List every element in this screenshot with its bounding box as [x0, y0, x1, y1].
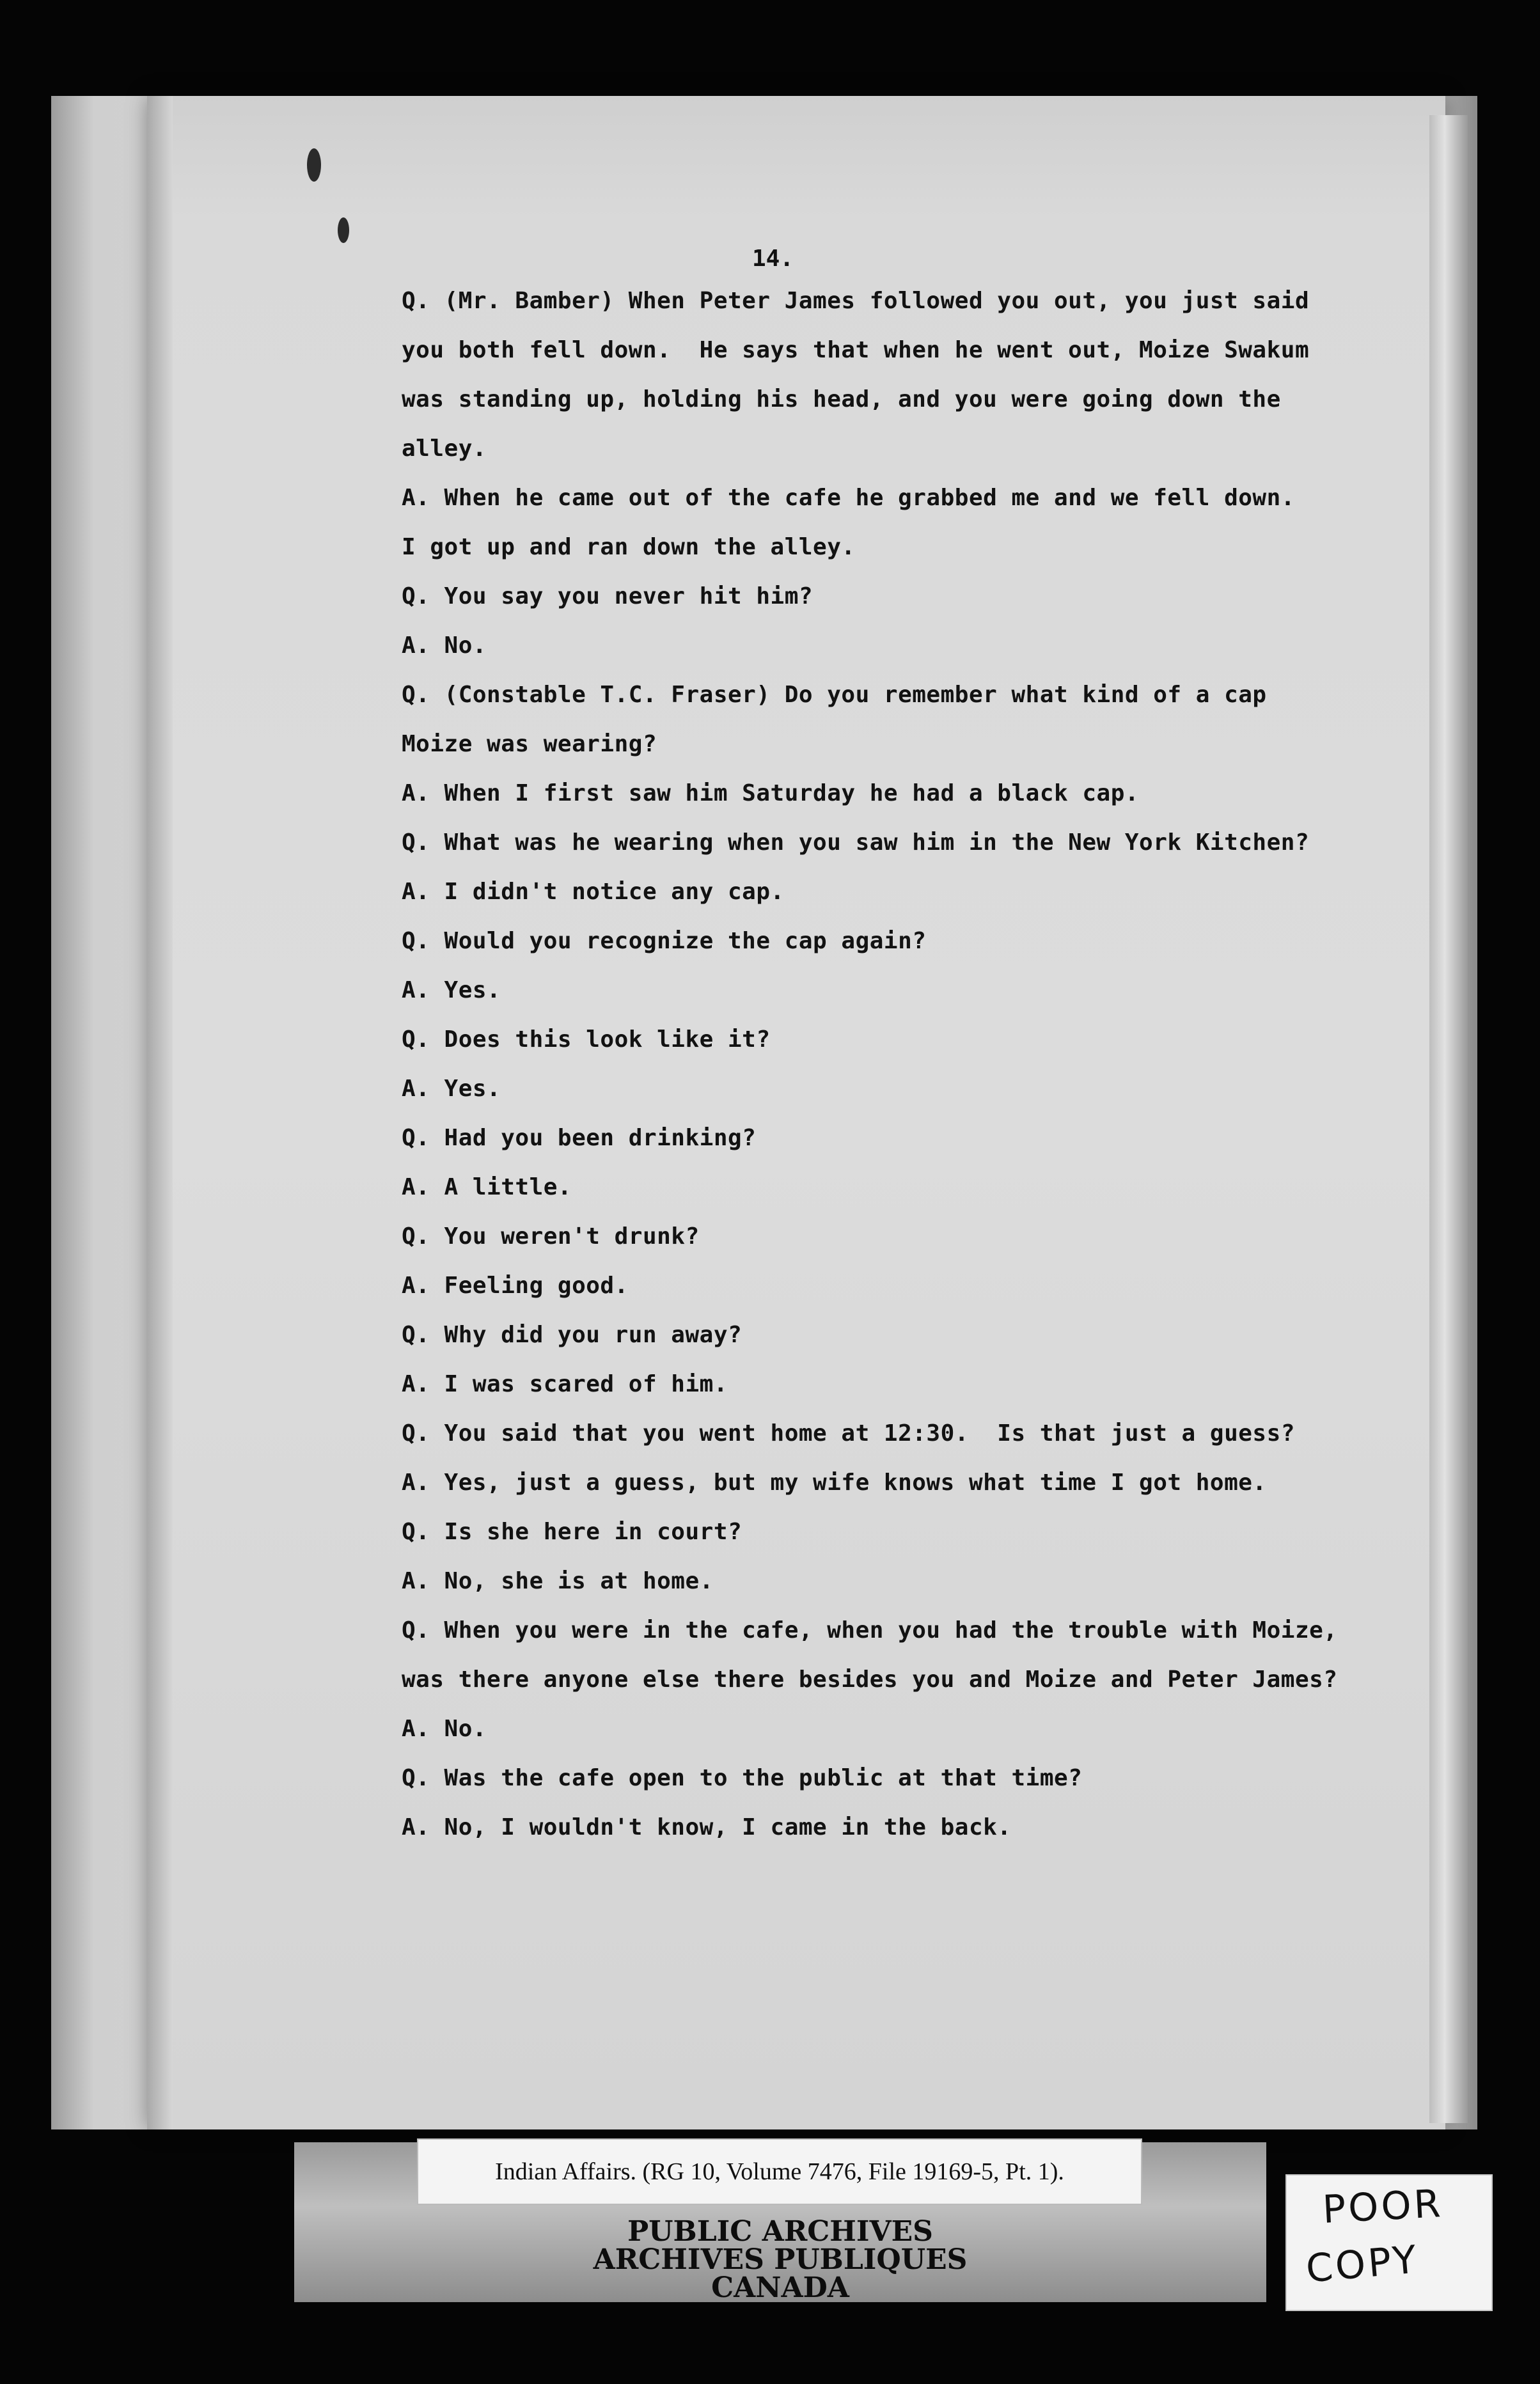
transcript-line: Q. Is she here in court? [402, 1519, 742, 1545]
transcript-line: Q. You said that you went home at 12:30. Is that just a guess? [402, 1420, 1295, 1447]
transcript-line: A. Yes. [402, 977, 501, 1003]
page-edge [1429, 115, 1468, 2123]
note-line-copy: COPY [1304, 2237, 1421, 2292]
stamp-line-public-archives: PUBLIC ARCHIVES [627, 2215, 933, 2248]
transcript-line: Q. Was the cafe open to the public at that time? [402, 1765, 1083, 1791]
transcript-line: A. A little. [402, 1174, 572, 1200]
transcript-line: Q. You say you never hit him? [402, 583, 813, 609]
transcript-line: A. No. [402, 632, 487, 659]
transcript-line: was there anyone else there besides you and Moize and Peter James? [402, 1666, 1338, 1693]
transcript-line: Q. Had you been drinking? [402, 1125, 757, 1151]
transcript-line: Q. Why did you run away? [402, 1322, 742, 1348]
note-line-poor: POOR [1321, 2181, 1445, 2232]
transcript-line: A. No. [402, 1716, 487, 1742]
transcript-line: A. No, I wouldn't know, I came in the back. [402, 1814, 1012, 1840]
transcript-line: Q. Does this look like it? [402, 1026, 771, 1053]
transcript-line: Q. Would you recognize the cap again? [402, 928, 927, 954]
transcript-line: Q. (Constable T.C. Fraser) Do you remember what kind of a cap [402, 682, 1267, 708]
transcript-line: A. Yes. [402, 1076, 501, 1102]
transcript-line: I got up and ran down the alley. [402, 534, 856, 560]
transcript-line: Q. When you were in the cafe, when you had the trouble with Moize, [402, 1617, 1338, 1643]
transcript-line: A. When he came out of the cafe he grabbed me and we fell down. [402, 485, 1295, 511]
poor-copy-note [1285, 2174, 1493, 2311]
punch-hole-mark [307, 148, 321, 182]
transcript-line: Q. (Mr. Bamber) When Peter James followed you out, you just said [402, 288, 1310, 314]
transcript-line: alley. [402, 435, 487, 462]
page-number: 14. [752, 246, 794, 272]
transcript-line: A. I was scared of him. [402, 1371, 728, 1397]
transcript-line: was standing up, holding his head, and you were going down the [402, 386, 1281, 412]
transcript-line: A. Yes, just a guess, but my wife knows what time I got home. [402, 1470, 1267, 1496]
transcript-line: A. When I first saw him Saturday he had a black cap. [402, 780, 1140, 806]
transcript-line: A. No, she is at home. [402, 1568, 714, 1594]
transcript-body [402, 288, 1425, 1863]
transcript-line: Q. You weren't drunk? [402, 1223, 700, 1250]
transcript-line: A. Feeling good. [402, 1273, 629, 1299]
archive-reference-text: Indian Affairs. (RG 10, Volume 7476, File 19169-5, Pt. 1). [495, 2158, 1064, 2185]
page-fold-shadow [147, 96, 173, 2129]
archive-reference-label [417, 2138, 1142, 2205]
transcript-line: you both fell down. He says that when he went out, Moize Swakum [402, 337, 1310, 363]
punch-hole-mark [338, 217, 349, 243]
transcript-line: Q. What was he wearing when you saw him in the New York Kitchen? [402, 829, 1310, 856]
stamp-line-canada: CANADA [711, 2271, 849, 2304]
transcript-line: A. I didn't notice any cap. [402, 879, 785, 905]
stamp-line-archives-publiques: ARCHIVES PUBLIQUES [593, 2243, 968, 2276]
transcript-line: Moize was wearing? [402, 731, 657, 757]
